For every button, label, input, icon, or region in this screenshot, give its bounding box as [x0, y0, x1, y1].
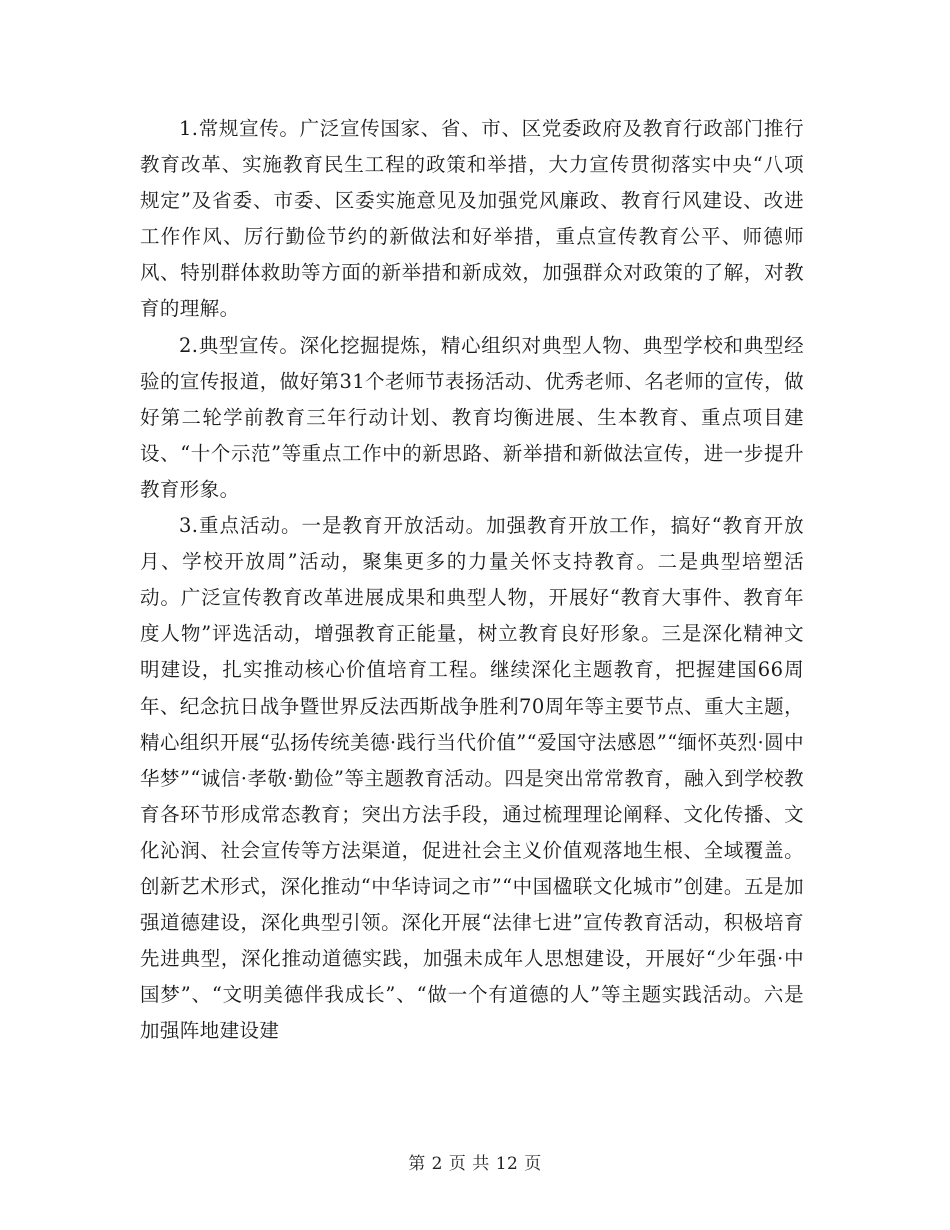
- page-number-footer: 第 2 页 共 12 页: [408, 1154, 542, 1174]
- document-body: [140, 111, 804, 1049]
- paragraph-key-activities: 3.重点活动。一是教育开放活动。加强教育开放工作，搞好“教育开放月、学校开放周”活动，聚集更多的力量关怀支持教育。二是典型培塑活动。广泛宣传教育改革进展成果和典型人物，开展好“教育大事件、教育年度人物”评选活动，增强教育正能量，树立教育良好形象。三是深化精神文明建设，扎实推动核心价值培育工程。继续深化主题教育，把握建国66周年、纪念抗日战争暨世界反法西斯战争胜利70周年等主要节点、重大主题，精心组织开展“弘扬传统美德·践行当代价值”“爱国守法感恩”“缅怀英烈·圆中华梦”“诚信·孝敬·勤俭”等主题教育活动。四是突出常常教育，融入到学校教育各环节形成常态教育；突出方法手段，通过梳理理论阐释、文化传播、文化沁润、社会宣传等方法渠道，促进社会主义价值观落地生根、全域覆盖。创新艺术形式，深化推动“中华诗词之市”“中国楹联文化城市”创建。五是加强道德建设，深化典型引领。深化开展“法律七进”宣传教育活动，积极培育先进典型，深化推动道德实践，加强未成年人思想建设，开展好“少年强·中国梦”、“文明美德伴我成长”、“做一个有道德的人”等主题实践活动。六是加强阵地建设建: [140, 514, 804, 1043]
- paragraph-routine-publicity: 1.常规宣传。广泛宣传国家、省、市、区党委政府及教育行政部门推行教育改革、实施教育民生工程的政策和举措，大力宣传贯彻落实中央“八项规定”及省委、市委、区委实施意见及加强党风廉政、教育行风建设、改进工作作风、厉行勤俭节约的新做法和好举措，重点宣传教育公平、师德师风、特别群体救助等方面的新举措和新成效，加强群众对政策的了解，对教育的理解。: [140, 117, 804, 321]
- paragraph-typical-publicity: 2.典型宣传。深化挖掘提炼，精心组织对典型人物、典型学校和典型经验的宣传报道，做好第31个老师节表扬活动、优秀老师、名老师的宣传，做好第二轮学前教育三年行动计划、教育均衡进展、生本教育、重点项目建设、“十个示范”等重点工作中的新思路、新举措和新做法宣传，进一步提升教育形象。: [140, 333, 804, 501]
